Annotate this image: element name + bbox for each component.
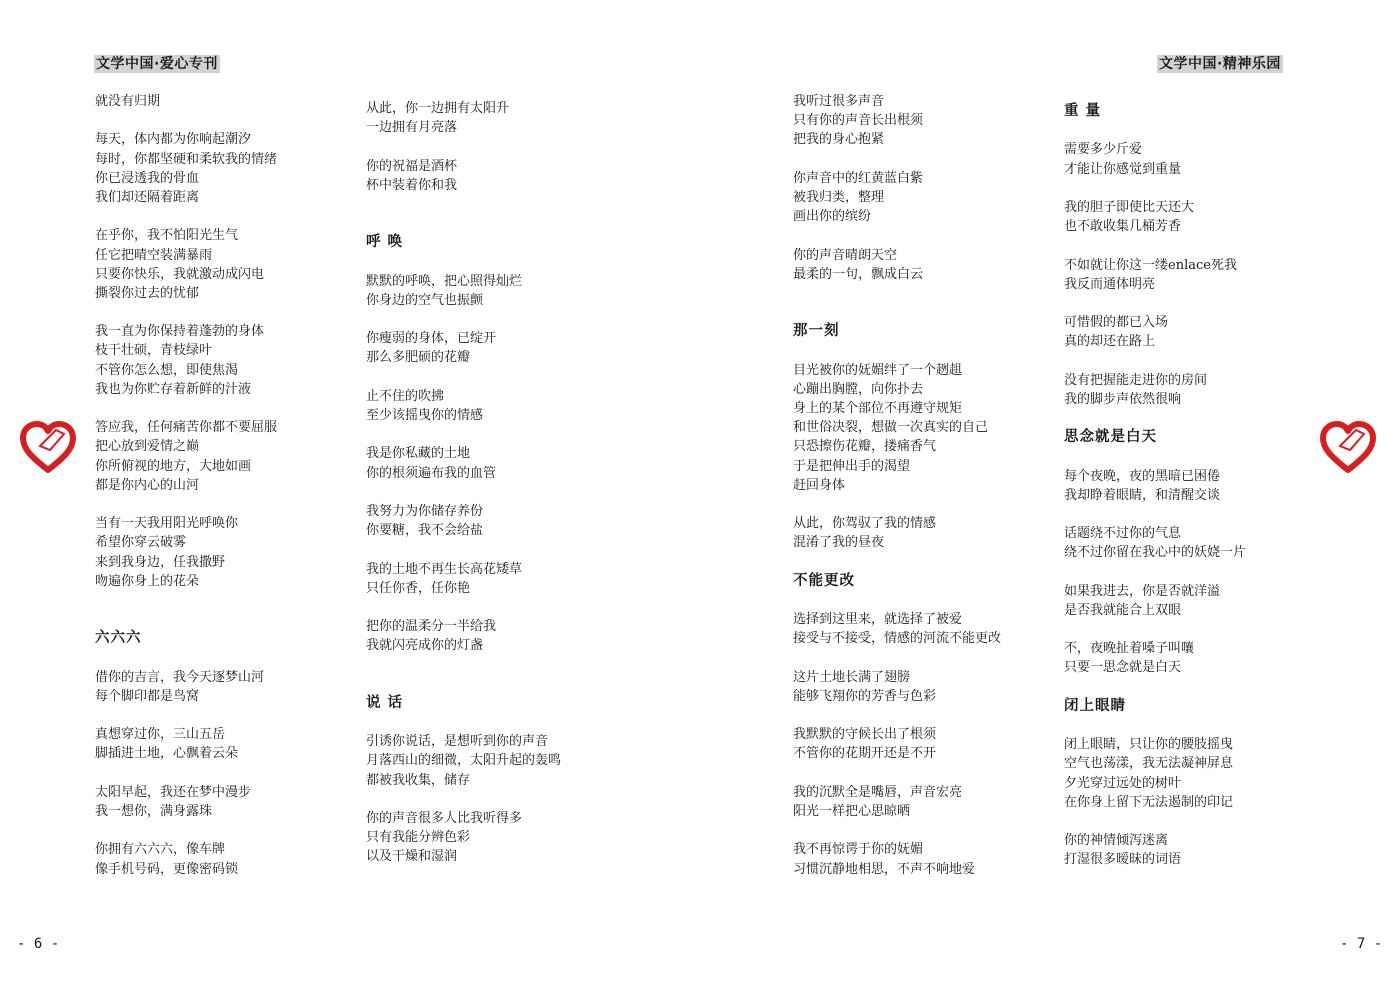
- poem-line: 只有我能分辨色彩: [366, 830, 471, 846]
- stanza-gap: [1064, 620, 1246, 639]
- stanza-gap: [793, 284, 1001, 303]
- poem-title: 说 话: [366, 694, 404, 711]
- poem-line: 吻遍你身上的花朵: [95, 573, 200, 589]
- stanza-gap: [95, 821, 277, 840]
- poem-line: 你的祝福是酒杯: [366, 158, 458, 174]
- stanza-gap: [366, 483, 561, 502]
- poem-line: 在乎你，我不怕阳光生气: [95, 228, 239, 244]
- poem-line: 至少该摇曳你的情感: [366, 408, 484, 423]
- poem-line: 把心放到爱情之巅: [95, 439, 200, 455]
- stanza-gap: [1064, 121, 1246, 140]
- poem-line: 接受与不接受，情感的河流不能更改: [793, 631, 1002, 647]
- heart-hand-icon: [20, 420, 76, 476]
- poem-line: 画出你的缤纷: [793, 209, 872, 225]
- poem-line: 我却睁着眼睛，和清醒交谈: [1064, 487, 1221, 503]
- stanza-gap: [95, 591, 277, 610]
- poem-line: 只有你的声音长出根须: [793, 113, 924, 129]
- stanza-gap: [1064, 351, 1246, 370]
- stanza-gap: [1064, 294, 1246, 313]
- poem-line: 我的土地不再生长高花矮草: [366, 561, 523, 577]
- stanza-gap: [366, 655, 561, 674]
- stanza-gap: [793, 495, 1001, 514]
- poem-line: 只恐擦伤花瓣，搂痛香气: [793, 439, 937, 455]
- poem-line: 你的根须遍布我的血管: [366, 465, 497, 481]
- poem-line: 不管你的花期开还是不开: [793, 746, 937, 762]
- poem-column-2: [366, 99, 561, 867]
- stanza-gap: [793, 303, 1001, 322]
- poem-line: 从此，你一边拥有太阳升: [366, 101, 510, 116]
- poem-line: 我一直为你保持着蓬勃的身体: [95, 324, 265, 340]
- stanza-gap: [793, 764, 1001, 783]
- poem-line: 最柔的一句，飘成白云: [793, 266, 924, 282]
- poem-line: 是否我就能合上双眼: [1064, 602, 1182, 618]
- poem-line: 都被我收集，储存: [366, 772, 471, 788]
- poem-line: 答应我，任何痛苦你都不要屈服: [95, 420, 278, 436]
- poem-line: 习惯沉静地相思，不声不响地爱: [793, 861, 976, 877]
- poem-line: 在你身上留下无法遏制的印记: [1064, 794, 1234, 810]
- poem-line: 从此，你驾驭了我的情感: [793, 516, 937, 532]
- poem-line: 打湿很多暧昧的词语: [1064, 852, 1182, 868]
- poem-line: 借你的吉言，我今天逐梦山河: [95, 669, 265, 685]
- stanza-gap: [1064, 236, 1246, 255]
- stanza-gap: [95, 303, 277, 322]
- poem-line: 你的神情倾泻迷离: [1064, 833, 1169, 849]
- stanza-gap: [95, 648, 277, 667]
- stanza-gap: [793, 226, 1001, 245]
- poem-title: 那一刻: [793, 323, 840, 340]
- poem-line: 才能让你感觉到重量: [1064, 161, 1182, 177]
- stanza-gap: [95, 764, 277, 783]
- poem-line: 我也为你贮存着新鲜的汁液: [95, 381, 252, 397]
- poem-line: 每个夜晚，夜的黑暗已困倦: [1064, 468, 1221, 484]
- stanza-gap: [793, 553, 1001, 572]
- poem-line: 任它把晴空装满暴雨: [95, 247, 213, 263]
- poem-line: 以及干燥和湿润: [366, 849, 458, 865]
- heart-hand-icon: [1320, 420, 1376, 476]
- poem-line: 我不再惊谔于你的妩媚: [793, 842, 924, 858]
- poem-line: 像手机号码，更像密码锁: [95, 861, 239, 877]
- stanza-gap: [1064, 563, 1246, 582]
- poem-title: 闭上眼睛: [1064, 697, 1126, 714]
- stanza-gap: [1064, 179, 1246, 198]
- poem-line: 只任你香，任你艳: [366, 580, 471, 596]
- poem-line: 每天，体内都为你响起潮汐: [95, 132, 252, 148]
- poem-line: 月落西山的细微，太阳升起的轰鸣: [366, 753, 562, 769]
- poem-line: 你所俯视的地方，大地如画: [95, 458, 252, 474]
- poem-line: 不管你怎么想，即使焦渴: [95, 362, 239, 378]
- poem-line: 真想穿过你，三山五岳: [95, 727, 226, 743]
- poem-line: 绕不过你留在我心中的妖娆一片: [1064, 545, 1247, 561]
- poem-line: 一边拥有月亮落: [366, 120, 458, 136]
- poem-line: 我默默的守候长出了根须: [793, 727, 937, 743]
- poem-title: 重 量: [1064, 103, 1102, 119]
- poem-line: 当有一天我用阳光呼唤你: [95, 516, 239, 532]
- poem-title: 不能更改: [793, 572, 855, 589]
- stanza-gap: [366, 368, 561, 387]
- poem-line: 这片土地长满了翅膀: [793, 669, 911, 685]
- poem-column-1: [95, 92, 277, 879]
- poem-title: 六六六: [95, 630, 142, 647]
- stanza-gap: [1064, 409, 1246, 428]
- poem-line: 不如就让你这一缕enlace死我: [1064, 257, 1237, 273]
- poem-line: 希望你穿云破雾: [95, 535, 187, 551]
- poem-line: 止不住的吹拂: [366, 388, 445, 404]
- stanza-gap: [95, 111, 277, 130]
- stanza-gap: [793, 821, 1001, 840]
- poem-line: 你的声音很多人比我听得多: [366, 810, 523, 826]
- poem-line: 阳光一样把心思晾晒: [793, 803, 911, 819]
- poem-line: 没有把握能走进你的房间: [1064, 372, 1208, 388]
- poem-line: 我反而通体明亮: [1064, 276, 1156, 292]
- right-page-header: 文学中国·精神乐园: [1159, 56, 1281, 72]
- poem-line: 赶回身体: [793, 477, 846, 493]
- poem-line: 夕光穿过远处的树叶: [1064, 775, 1182, 791]
- poem-line: 空气也荡漾，我无法凝神屏息: [1064, 756, 1234, 772]
- poem-line: 太阳早起，我还在梦中漫步: [95, 784, 252, 800]
- poem-line: 只要一思念就是白天: [1064, 660, 1182, 676]
- poem-column-3: [793, 92, 1001, 879]
- poem-line: 可惜假的都已入场: [1064, 315, 1169, 331]
- stanza-gap: [366, 713, 561, 732]
- poem-line: 能够飞翔你的芳香与色彩: [793, 688, 937, 704]
- poem-line: 和世俗决裂，想做一次真实的自己: [793, 420, 989, 436]
- poem-line: 心蹦出胸膛，向你扑去: [793, 381, 924, 397]
- stanza-gap: [95, 706, 277, 725]
- stanza-gap: [1064, 447, 1246, 466]
- poem-line: 目光被你的妩媚绊了一个趔趄: [793, 362, 963, 378]
- poem-line: 脚插进土地，心飘着云朵: [95, 746, 239, 762]
- stanza-gap: [1064, 678, 1246, 697]
- poem-line: 也不敢收集几桶芳香: [1064, 219, 1182, 235]
- poem-column-4: [1064, 102, 1246, 870]
- poem-line: 你要糖，我不会给盐: [366, 523, 484, 539]
- stanza-gap: [366, 195, 561, 214]
- poem-line: 你瘦弱的身体，已绽开: [366, 331, 497, 347]
- stanza-gap: [366, 137, 561, 156]
- stanza-gap: [95, 610, 277, 629]
- poem-line: 需要多少斤爱: [1064, 142, 1143, 158]
- stanza-gap: [366, 214, 561, 233]
- poem-line: 只要你快乐，我就激动成闪电: [95, 266, 265, 282]
- left-page-header: 文学中国·爱心专刊: [96, 56, 218, 72]
- poem-line: 被我归类，整理: [793, 189, 885, 205]
- poem-line: 我的沉默全是嘴唇，声音宏亮: [793, 784, 963, 800]
- stanza-gap: [95, 207, 277, 226]
- stanza-gap: [1064, 716, 1246, 735]
- poem-line: 身上的某个部位不再遵守规矩: [793, 401, 963, 416]
- poem-line: 混淆了我的昼夜: [793, 535, 885, 551]
- poem-line: 枝干壮硕，青枝绿叶: [95, 343, 213, 359]
- poem-line: 我是你私藏的土地: [366, 446, 471, 462]
- poem-line: 不，夜晚扯着嗓子叫嚷: [1064, 641, 1195, 657]
- poem-line: 默默的呼唤，把心照得灿烂: [366, 273, 523, 289]
- poem-line: 我的胆子即使比天还大: [1064, 199, 1195, 215]
- stanza-gap: [366, 253, 561, 272]
- stanza-gap: [793, 648, 1001, 667]
- poem-line: 把你的温柔分一半给我: [366, 619, 497, 635]
- stanza-gap: [95, 495, 277, 514]
- stanza-gap: [366, 310, 561, 329]
- left-page-number: - 6 -: [17, 936, 60, 952]
- poem-line: 每时，你都坚硬和柔软我的情绪: [95, 151, 278, 167]
- poem-line: 都是你内心的山河: [95, 477, 200, 493]
- poem-line: 那么多肥硕的花瓣: [366, 350, 471, 366]
- stanza-gap: [366, 540, 561, 559]
- poem-line: 把我的身心抱紧: [793, 132, 885, 148]
- poem-line: 我的脚步声依然很响: [1064, 391, 1182, 407]
- stanza-gap: [793, 591, 1001, 610]
- poem-line: 引诱你说话，是想听到你的声音: [366, 734, 549, 750]
- poem-line: 你的声音晴朗天空: [793, 247, 898, 263]
- stanza-gap: [793, 150, 1001, 169]
- right-page-number: - 7 -: [1340, 936, 1383, 952]
- poem-line: 我们却还隔着距离: [95, 189, 200, 205]
- poem-line: 你身边的空气也振颤: [366, 292, 484, 308]
- stanza-gap: [366, 675, 561, 694]
- poem-line: 你声音中的红黄蓝白紫: [793, 170, 924, 186]
- poem-line: 你拥有六六六，像车牌: [95, 842, 226, 858]
- stanza-gap: [1064, 812, 1246, 831]
- poem-line: 每个脚印都是鸟窝: [95, 688, 200, 704]
- stanza-gap: [793, 341, 1001, 360]
- poem-line: 你已浸透我的骨血: [95, 170, 200, 186]
- poem-line: 如果我进去，你是否就洋溢: [1064, 583, 1221, 599]
- stanza-gap: [793, 706, 1001, 725]
- stanza-gap: [95, 399, 277, 418]
- poem-line: 撕裂你过去的忧郁: [95, 285, 200, 301]
- poem-line: 于是把伸出手的渴望: [793, 458, 911, 474]
- poem-line: 就没有归期: [95, 94, 161, 109]
- stanza-gap: [1064, 505, 1246, 524]
- poem-line: 话题绕不过你的气息: [1064, 526, 1182, 542]
- poem-line: 选择到这里来，就选择了被爱: [793, 612, 963, 628]
- poem-line: 我努力为你储存养份: [366, 503, 484, 519]
- stanza-gap: [366, 598, 561, 617]
- poem-line: 我就闪亮成你的灯盏: [366, 638, 484, 654]
- poem-line: 闭上眼睛，只让你的腰肢摇曳: [1064, 737, 1234, 753]
- stanza-gap: [366, 425, 561, 444]
- poem-line: 杯中装着你和我: [366, 177, 458, 193]
- poem-title: 呼 唤: [366, 234, 404, 251]
- poem-line: 我一想你，满身露珠: [95, 803, 213, 819]
- poem-title: 思念就是白天: [1064, 429, 1157, 446]
- poem-line: 我听过很多声音: [793, 94, 885, 109]
- poem-line: 真的却还在路上: [1064, 334, 1156, 350]
- stanza-gap: [366, 790, 561, 809]
- poem-line: 来到我身边，任我撒野: [95, 554, 226, 570]
